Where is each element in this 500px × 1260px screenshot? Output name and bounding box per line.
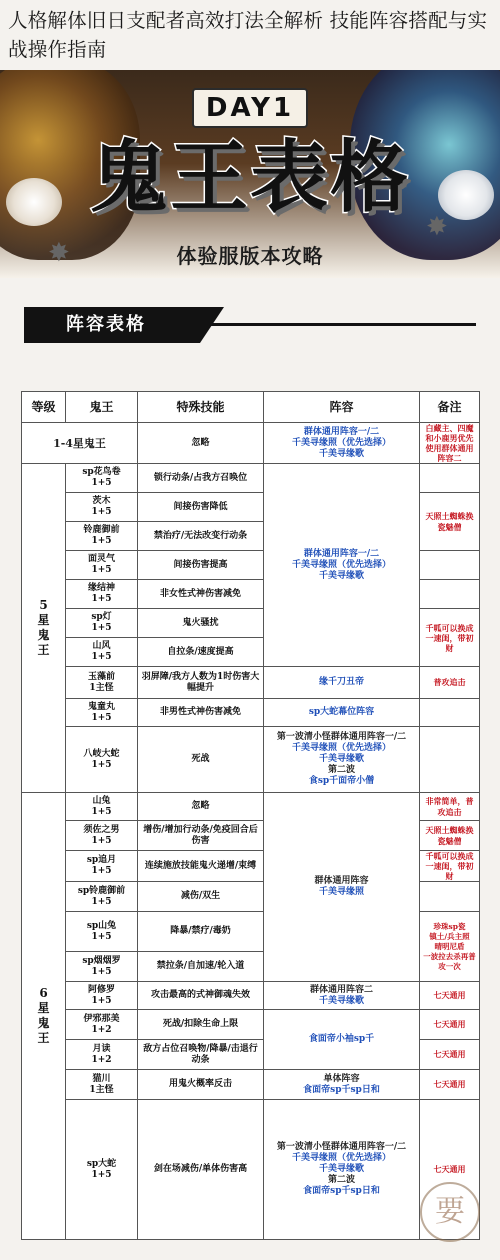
lineup-line: 千美寻缘照（优先选择）: [291, 1153, 391, 1163]
table-row: [22, 727, 480, 793]
boss-name: 伊邪那美: [83, 1013, 120, 1024]
boss-rank: 1+5: [91, 931, 112, 942]
note-cell: 非常简单，普攻追击: [420, 793, 480, 821]
lineup-line: 群体通用阵容一/二: [303, 426, 380, 437]
table-row: [22, 1010, 480, 1040]
lineup-cell: 缘千刀丑帝: [264, 667, 420, 699]
boss-name-cell: [66, 667, 138, 699]
lineup-cell: [264, 793, 420, 982]
table-row: [22, 423, 480, 464]
skill-cell: 忽略: [138, 423, 264, 464]
boss-name: 缘结神: [87, 583, 115, 593]
boss-rank: 1主怪: [89, 1084, 114, 1095]
skill-cell: 减伤/双生: [138, 882, 264, 912]
header-note: 备注: [420, 392, 480, 423]
boss-name-cell: [66, 522, 138, 551]
table-row: [22, 699, 480, 727]
boss-name-cell: [66, 638, 138, 667]
lineup-table: [21, 391, 479, 1240]
lineup-cell: sp大蛇幕位阵容: [264, 699, 420, 727]
header-skill: 特殊技能: [138, 392, 264, 423]
boss-name: 须佐之男: [83, 824, 120, 835]
skill-cell: 死战: [138, 727, 264, 793]
note-cell: 千呱可以换成一速闺，带初财: [420, 609, 480, 667]
lineup-line: 食sp千面帝小僧: [308, 776, 375, 786]
header-lineup: 阵容: [264, 392, 420, 423]
note-line: 一波拉去杀再普攻一次: [423, 951, 476, 971]
boss-name-cell: [66, 1070, 138, 1100]
skill-cell: 自拉条/速度提高: [138, 638, 264, 667]
note-line: 镇土/兵主照: [429, 931, 470, 941]
boss-name: 月读: [92, 1043, 111, 1054]
note-cell: [420, 912, 480, 982]
skill-cell: 敌方占位召唤物/降暴/击退行动条: [138, 1040, 264, 1070]
boss-name: 猫川: [92, 1073, 111, 1084]
boss-name-cell: [66, 580, 138, 609]
note-line: 晴明尼盾: [434, 941, 465, 951]
note-cell: [420, 699, 480, 727]
lineup-cell: [264, 1100, 420, 1240]
note-cell: [420, 727, 480, 793]
lineup-cell: [264, 982, 420, 1010]
boss-name: sp铃鹿御前: [77, 885, 126, 896]
skill-cell: 增伤/增加行动条/免疫回合后伤害: [138, 821, 264, 851]
lineup-line: 第二波: [327, 1175, 355, 1185]
level-5-label: 5星鬼王: [37, 598, 50, 657]
table-header-row: [22, 392, 480, 423]
lineup-line: 食面帝sp千sp日和: [303, 1186, 380, 1196]
section-rule: [204, 323, 476, 326]
lineup-line: 千美寻缘歌: [318, 448, 364, 459]
lineup-line: 群体通用阵容: [314, 876, 369, 886]
note-cell: 千呱可以换成一速闺，带初财: [420, 851, 480, 882]
lineup-line: 千美寻缘歌: [318, 1164, 364, 1174]
boss-name: 阿修罗: [87, 984, 115, 995]
boss-rank: 1+5: [91, 835, 112, 846]
boss-name: 八岐大蛇: [83, 748, 120, 759]
boss-name: 茨木: [92, 496, 111, 506]
lineup-line: 第一波清小怪群体通用阵容一/二: [276, 1142, 407, 1152]
level-6-label: 6星鬼王: [37, 986, 50, 1045]
lineup-line: 单体阵容: [323, 1073, 360, 1084]
boss-name: 玉藻前: [87, 671, 115, 682]
note-cell: 天照土蜘蛛换瓷魅僧: [420, 821, 480, 851]
lineup-cell: [264, 727, 420, 793]
boss-name: sp大蛇: [86, 1158, 117, 1169]
level-cell: 1-4星鬼王: [22, 423, 138, 464]
boss-name: sp追月: [86, 855, 117, 865]
boss-rank: 1+2: [91, 1024, 112, 1035]
boss-name: sp灯: [91, 612, 112, 622]
boss-name-cell: [66, 793, 138, 821]
note-cell: [420, 551, 480, 580]
level-cell-5star: [22, 464, 66, 793]
note-cell: 七天通用: [420, 1010, 480, 1040]
lineup-cell: [264, 464, 420, 667]
boss-name-cell: [66, 851, 138, 882]
note-cell: 白藏主、四魔和小鹿男优先使用群体通用阵容二: [420, 423, 480, 464]
boss-rank: 1+5: [91, 995, 112, 1006]
boss-name: 山风: [92, 641, 111, 651]
boss-rank: 1+5: [91, 896, 112, 907]
note-cell: 七天通用: [420, 1040, 480, 1070]
lineup-line: 千美寻缘照（优先选择）: [291, 437, 391, 448]
boss-name-cell: [66, 464, 138, 493]
skill-cell: 连续施放技能鬼火递增/束缚: [138, 851, 264, 882]
section-header: [24, 307, 476, 343]
note-cell: 七天通用: [420, 982, 480, 1010]
skill-cell: 剑在场减伤/单体伤害高: [138, 1100, 264, 1240]
lineup-line: 第二波: [327, 765, 355, 775]
boss-rank: 1主怪: [89, 682, 114, 693]
banner-image: [0, 70, 500, 278]
boss-rank: 1+5: [91, 652, 112, 662]
note-cell: 七天通用: [420, 1070, 480, 1100]
skill-cell: 攻击最高的式神御魂失效: [138, 982, 264, 1010]
boss-rank: 1+5: [91, 759, 112, 770]
boss-name-cell: [66, 609, 138, 638]
watermark-seal: 要: [420, 1182, 480, 1242]
note-cell: 普攻追击: [420, 667, 480, 699]
flower-decoration-left: [6, 178, 62, 226]
star-icon: ✸: [426, 212, 448, 242]
note-line: 珍珠sp瓷: [433, 921, 466, 931]
boss-name-cell: [66, 1010, 138, 1040]
boss-name: 面灵气: [87, 554, 115, 564]
skill-cell: 非男性式神伤害减免: [138, 699, 264, 727]
boss-rank: 1+5: [91, 1169, 112, 1180]
skill-cell: 鬼火骚扰: [138, 609, 264, 638]
table-row: [22, 464, 480, 493]
boss-rank: 1+5: [91, 623, 112, 633]
skill-cell: 间接伤害降低: [138, 493, 264, 522]
skill-cell: 忽略: [138, 793, 264, 821]
banner-subtitle: 体验服版本攻略: [176, 244, 324, 268]
boss-rank: 1+2: [91, 1054, 112, 1065]
boss-name-cell: [66, 551, 138, 580]
star-icon: ✸: [48, 238, 70, 268]
skill-cell: 死战/扣除生命上限: [138, 1010, 264, 1040]
lineup-line: 第一波清小怪群体通用阵容一/二: [276, 732, 407, 742]
skill-cell: 羽屏障/我方人数为1时伤害大幅提升: [138, 667, 264, 699]
boss-rank: 1+5: [91, 507, 112, 517]
boss-name: 山兔: [92, 795, 111, 806]
boss-name-cell: [66, 699, 138, 727]
boss-name: sp花鸟卷: [82, 467, 121, 477]
note-cell: [420, 580, 480, 609]
lineup-cell: 食面帝小袖sp千: [264, 1010, 420, 1070]
lineup-cell: [264, 1070, 420, 1100]
boss-name-cell: [66, 882, 138, 912]
boss-name-cell: [66, 952, 138, 982]
boss-rank: 1+5: [91, 712, 112, 723]
table-row: [22, 982, 480, 1010]
note-cell: 天照土蜘蛛换瓷魅僧: [420, 493, 480, 551]
boss-name-cell: [66, 912, 138, 952]
boss-name-cell: [66, 1100, 138, 1240]
boss-name-cell: [66, 1040, 138, 1070]
note-cell: [420, 464, 480, 493]
boss-rank: 1+5: [91, 866, 112, 876]
table-row: [22, 667, 480, 699]
day-tag: DAY1: [192, 88, 308, 128]
skill-cell: 锁行动条/占我方召唤位: [138, 464, 264, 493]
lineup-line: 千美寻缘歌: [318, 754, 364, 764]
boss-rank: 1+5: [91, 966, 112, 977]
lineup-line: 食面帝sp千sp日和: [303, 1084, 380, 1095]
header-boss: 鬼王: [66, 392, 138, 423]
skill-cell: 禁拉条/自加速/轮入道: [138, 952, 264, 982]
lineup-cell: [264, 423, 420, 464]
boss-rank: 1+5: [91, 594, 112, 604]
boss-rank: 1+5: [91, 806, 112, 817]
boss-rank: 1+5: [91, 536, 112, 546]
note-cell: 七天通用: [420, 1100, 480, 1240]
table-row: [22, 793, 480, 821]
boss-name-cell: [66, 821, 138, 851]
header-level: 等级: [22, 392, 66, 423]
boss-name: 铃鹿御前: [83, 525, 120, 535]
lineup-line: 群体通用阵容二: [309, 984, 373, 995]
skill-cell: 非女性式神伤害减免: [138, 580, 264, 609]
skill-cell: 间接伤害提高: [138, 551, 264, 580]
boss-rank: 1+5: [91, 565, 112, 575]
lineup-line: 千美寻缘照（优先选择）: [291, 743, 391, 753]
section-label: 阵容表格: [66, 314, 146, 335]
skill-cell: 降暴/禁疗/毒奶: [138, 912, 264, 952]
boss-name: 鬼童丸: [87, 701, 115, 712]
boss-name-cell: [66, 493, 138, 522]
lineup-line: 千美寻缘照: [318, 887, 364, 897]
lineup-line: 千美寻缘照（优先选择）: [291, 559, 391, 570]
boss-name-cell: [66, 727, 138, 793]
banner-main-title: 鬼王表格: [89, 132, 410, 223]
lineup-line: 群体通用阵容一/二: [303, 548, 380, 559]
note-cell: [420, 882, 480, 912]
table-row: [22, 1100, 480, 1240]
boss-name: sp烟烟罗: [82, 955, 121, 966]
level-cell-6star: [22, 793, 66, 1240]
boss-name-cell: [66, 982, 138, 1010]
skill-cell: 用鬼火概率反击: [138, 1070, 264, 1100]
table-row: [22, 1070, 480, 1100]
skill-cell: 禁治疗/无法改变行动条: [138, 522, 264, 551]
page-title: 人格解体旧日支配者高效打法全解析 技能阵容搭配与实战操作指南: [8, 9, 488, 61]
lineup-line: 千美寻缘歌: [318, 995, 364, 1006]
boss-rank: 1+5: [91, 478, 112, 488]
lineup-line: 千美寻缘歌: [318, 570, 364, 581]
boss-name: sp山兔: [86, 920, 117, 931]
